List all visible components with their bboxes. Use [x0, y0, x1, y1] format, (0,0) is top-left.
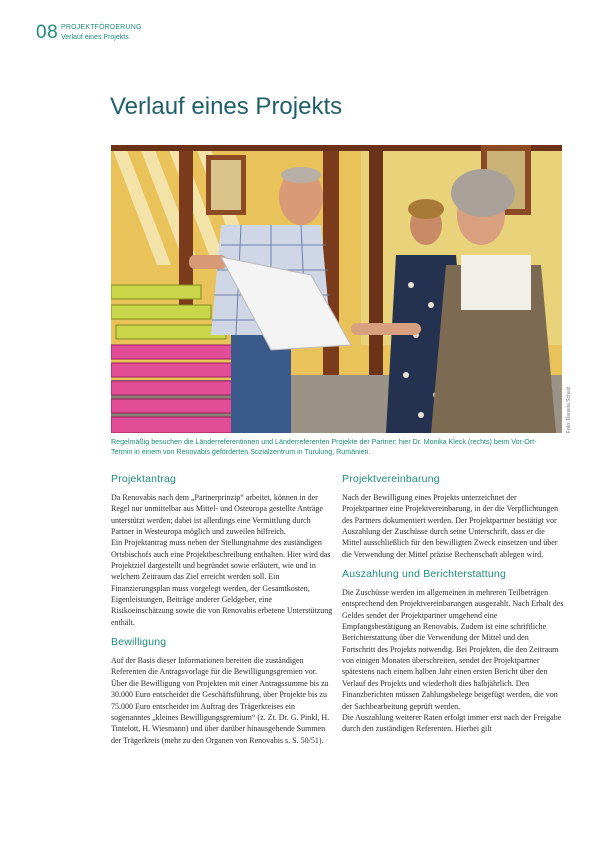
photo-credit: Foto: Daniela Schulz: [566, 386, 572, 433]
paragraph: Da Renovabis nach dem „Partnerprinzip“ arbeitet, können in der Regel nur unmittelbar aus Mittel- und Osteuropa gestellte Anträge unterstützt werden; dabei ist allerdings eine Vermittlung durch Partner in Westeuropa möglich und zuweilen hilfreich.: [111, 493, 323, 537]
photo-caption: Regelmäßig besuchen die Länderreferentinnen und Länderreferenten Projekte der Partner; hier Dr. Monika Kleck (rechts) beim Vor-Ort-Termin in einem von Renovabis geförderten Sozialzentrum in Turulung, Rumänien.: [111, 438, 537, 456]
section-subtitle: Verlauf eines Projekts: [61, 34, 129, 41]
paragraph: Die Zuschüsse werden im allgemeinen in mehreren Teilbeträgen entsprechend den Projektvereinbarungen ausgezahlt. Nach Erhalt des Geldes sendet der Projektpartner umgehend eine Empfangsbestätigung an Renovabis. Zudem ist eine schriftliche Berichterstattung über die Verwendung der Mittel und den Fortschritt des Projekts notwendig. Bei Projekten, die den Zeitraum von einigen Monaten überschreiten, sendet der Projektpartner spätestens nach einem halben Jahr einen ersten Bericht über den Verlauf des Projekts und wiederholt dies halbjährlich. Den Finanzberichten müssen Zahlungsbelege beigefügt werden, die von der Sachbearbeitung geprüft werden.: [342, 588, 564, 711]
page-title: Verlauf eines Projekts: [110, 93, 343, 120]
section-projektvereinbarung: [342, 472, 564, 560]
paragraph: Auf der Basis dieser Informationen bereiten die zuständigen Referenten die Antragsvorlage für die Bewilligungsgremien vor. Über die Bewilligung von Projekten mit einer Antragssumme bis zu 30.000 Euro entscheidet die Geschäftsführung, über Projekte bis zu 75.000 Euro entscheidet im Auftrag des Trägerkreises ein sogenanntes „kleines Bewilligungsgremium“ (z. Zt. Dr. G. Pinkl, H. Tintelott, H. Wiesmann) und über darüber hinausgehende Summen der Trägerkreis (mehr zu den Organen von Renovabis s. S. 50/51).: [111, 656, 330, 745]
section-heading: Auszahlung und Berichterstattung: [342, 568, 507, 581]
column-left: [111, 472, 333, 753]
paragraph: Die Auszahlung weiterer Raten erfolgt immer erst nach der Freigabe durch den zuständigen Referenten. Hierbei gilt: [342, 712, 562, 734]
section-label: PROJEKTFÖRDERUNG: [61, 24, 142, 31]
photo: [111, 145, 562, 433]
section-heading: Projektantrag: [111, 473, 177, 485]
section-heading: Projektvereinbarung: [342, 473, 440, 485]
paragraph: Nach der Bewilligung eines Projekts unterzeichnet der Projektpartner eine Projektvereinbarung, in der die Verpflichtungen des Partners dokumentiert werden. Der Projektpartner bestätigt vor Auszahlung der Zuschüsse durch seine Unterschrift, dass er die Mittel ausschließlich für den bewilligten Zweck einsetzen und über die Verwendung der Mittel präzise Rechenschaft ablegen wird.: [342, 493, 559, 559]
section-auszahlung: [342, 567, 564, 734]
section-projektantrag: [111, 472, 333, 628]
column-right: [342, 472, 564, 742]
section-bewilligung: [111, 635, 333, 746]
header-text: [61, 23, 142, 43]
section-heading: Bewilligung: [111, 636, 167, 649]
page-number: 08: [36, 22, 59, 43]
paragraph: Ein Projektantrag muss neben der Stellungnahme des zuständigen Ortsbischofs auch eine Projektbeschreibung enthalten. Hier wird das Projektziel dargestellt und begründet sowie erläutert, wie und in welchem Zeitraum das Ziel erreicht werden soll. Ein Finanzierungsplan muss vorgelegt werden, der Gesamtkosten, Eigenleistungen, Beiträge anderer Geldgeber, eine Risikoeinschätzung sowie die von Renovabis erbetene Unterstützung enthält.: [111, 538, 333, 627]
